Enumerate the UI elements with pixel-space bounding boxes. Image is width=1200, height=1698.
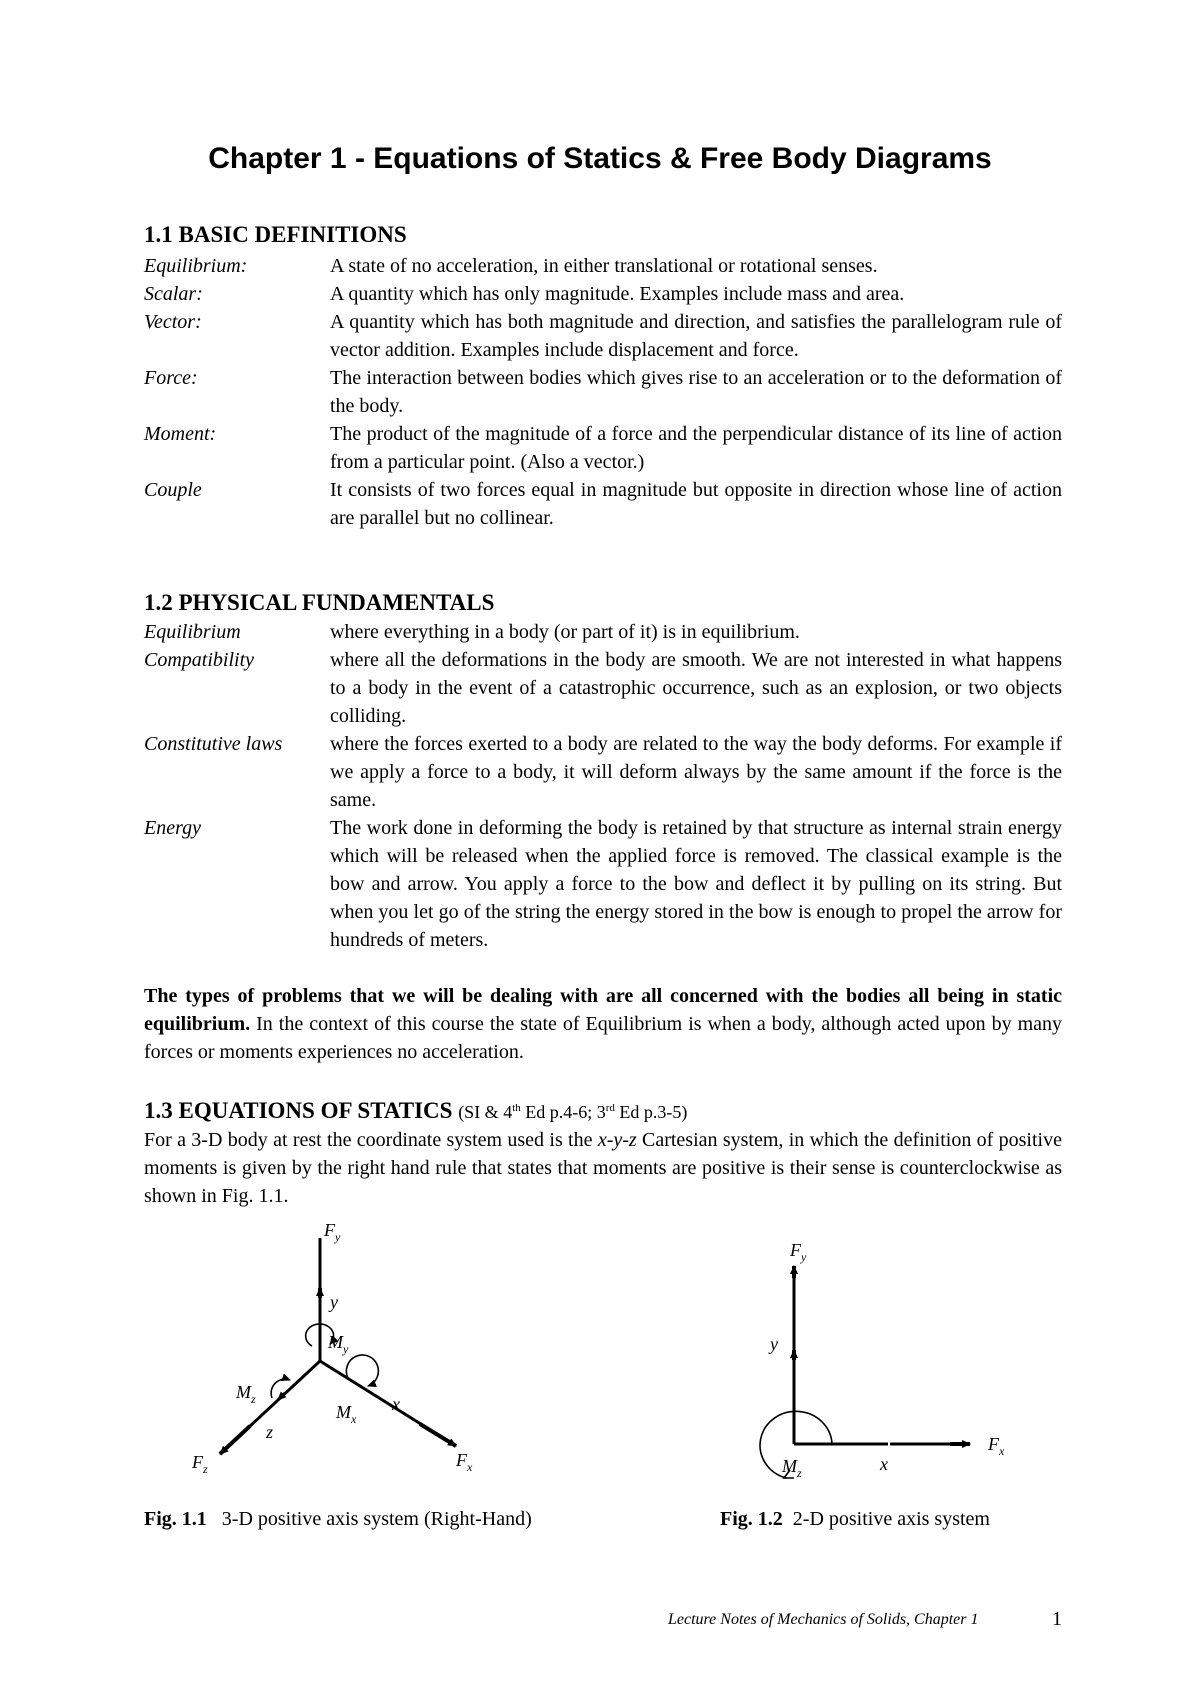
fundamentals-list	[144, 618, 1062, 954]
fz-label: $F_z$	[192, 1452, 208, 1476]
figure-2d-svg	[740, 1238, 1040, 1478]
definition-row	[144, 646, 1062, 730]
definition-text: where all the deformations in the body are smooth. We are not interested in what happens to a body in the event of a catastrophic occurrence, such as an explosion, or two objects colliding.	[330, 649, 1062, 727]
y-axis-label: y	[330, 1292, 338, 1312]
definition-term: Constitutive laws	[144, 733, 283, 755]
fx-label: $F_x$	[456, 1450, 473, 1474]
section-heading-equations-of-statics	[144, 1098, 687, 1124]
chapter-title: Chapter 1 - Equations of Statics & Free Body Diagrams	[208, 142, 992, 175]
definition-term: Energy	[144, 817, 202, 839]
figure-1-2-caption	[720, 1508, 990, 1531]
caption-text: 3-D positive axis system (Right-Hand)	[221, 1508, 532, 1530]
definition-text: A state of no acceleration, in either translational or rotational senses.	[330, 255, 878, 277]
definition-row	[144, 420, 1062, 476]
definition-term: Moment:	[144, 423, 217, 445]
x-axis-label: x	[880, 1454, 888, 1474]
caption-label: Fig. 1.2	[720, 1508, 783, 1530]
mz-moment-arc	[271, 1379, 290, 1398]
axes-italic-text: x-y-z	[597, 1129, 637, 1151]
summary-bold-text: The types of problems that we will be dealing with are all concerned with the bodies all being in static equilibrium.	[144, 985, 1062, 1035]
fy-label: $F_y$	[324, 1220, 341, 1244]
definitions-list	[144, 252, 1062, 532]
section-heading-basic-definitions: 1.1 BASIC DEFINITIONS	[144, 222, 407, 247]
section-source-reference: (SI & 4th Ed p.4-6; 3rd Ed p.3-5)	[458, 1102, 688, 1122]
definition-text: A quantity which has only magnitude. Examples include mass and area.	[330, 283, 905, 305]
z-axis-label: z	[266, 1422, 274, 1442]
mx-label: $M_x$	[336, 1402, 357, 1426]
fy-label: $F_y$	[790, 1240, 807, 1264]
y-axis-label: y	[770, 1334, 778, 1354]
definition-row	[144, 308, 1062, 364]
definition-text: The work done in deforming the body is retained by that structure as internal strain energy which will be released when the applied force is removed. The classical example is the bow and arrow. You apply a force to the bow and deflect it by pulling on its string. But when you let go of the string the energy stored in the bow is enough to propel the arrow for hundreds of meters.	[330, 817, 1062, 951]
definition-text: where the forces exerted to a body are related to the way the body deforms. For example if we apply a force to a body, it will deform always by the same amount if the force is the same.	[330, 733, 1062, 811]
fx-label: $F_x$	[988, 1434, 1005, 1458]
coordinate-system-paragraph: For a 3-D body at rest the coordinate system used is the x-y-z Cartesian system, in which the definition of positive moments is given by the right hand rule that states that moments are positive is their sense is counterclockwise as shown in Fig. 1.1.	[144, 1129, 1062, 1207]
caption-text: 2-D positive axis system	[792, 1508, 990, 1530]
definition-term: Force:	[144, 367, 198, 389]
x-axis-label: x	[392, 1394, 400, 1414]
page-footer: Lecture Notes of Mechanics of Solids, Chapter 1	[668, 1611, 979, 1628]
definition-text: It consists of two forces equal in magnitude but opposite in direction whose line of action are parallel but no collinear.	[330, 479, 1062, 529]
definition-row	[144, 618, 1062, 646]
definition-term: Equilibrium:	[144, 255, 248, 277]
definition-row	[144, 280, 1062, 308]
page-number: 1	[1052, 1608, 1062, 1630]
definition-text: The interaction between bodies which gives rise to an acceleration or to the deformation of the body.	[330, 367, 1062, 417]
x-axis-arrow	[420, 1424, 456, 1446]
figure-3d-axis-system	[180, 1218, 510, 1478]
figure-1-1-caption	[144, 1508, 532, 1531]
section-heading-physical-fundamentals: 1.2 PHYSICAL FUNDAMENTALS	[144, 590, 495, 615]
definition-row	[144, 814, 1062, 954]
definition-term: Vector:	[144, 311, 202, 333]
summary-text: In the context of this course the state of Equilibrium is when a body, although acted upon by many forces or moments experiences no acceleration.	[144, 1013, 1062, 1063]
definition-row	[144, 730, 1062, 814]
definition-term: Scalar:	[144, 283, 203, 305]
definition-text: where everything in a body (or part of it) is in equilibrium.	[330, 621, 800, 643]
figure-3d-svg	[180, 1218, 510, 1478]
definition-text: The product of the magnitude of a force and the perpendicular distance of its line of action from a particular point. (Also a vector.)	[330, 423, 1062, 473]
mz-label: $M_z$	[236, 1382, 256, 1406]
definition-text: A quantity which has both magnitude and direction, and satisfies the parallelogram rule of vector addition. Examples include displacement and force.	[330, 311, 1062, 361]
definition-row	[144, 364, 1062, 420]
mz-label: $M_z$	[782, 1456, 802, 1480]
z-axis-arrow	[220, 1426, 250, 1454]
my-label: $M_y$	[328, 1332, 349, 1356]
definition-term: Compatibility	[144, 649, 254, 671]
definition-term: Couple	[144, 479, 202, 501]
definition-term: Equilibrium	[144, 621, 241, 643]
equilibrium-summary-paragraph	[144, 982, 1062, 1066]
figure-2d-axis-system	[740, 1238, 1040, 1478]
section-heading-text: 1.3 EQUATIONS OF STATICS	[144, 1098, 453, 1123]
definition-row	[144, 252, 1062, 280]
caption-label: Fig. 1.1	[144, 1508, 207, 1530]
definition-row	[144, 476, 1062, 532]
